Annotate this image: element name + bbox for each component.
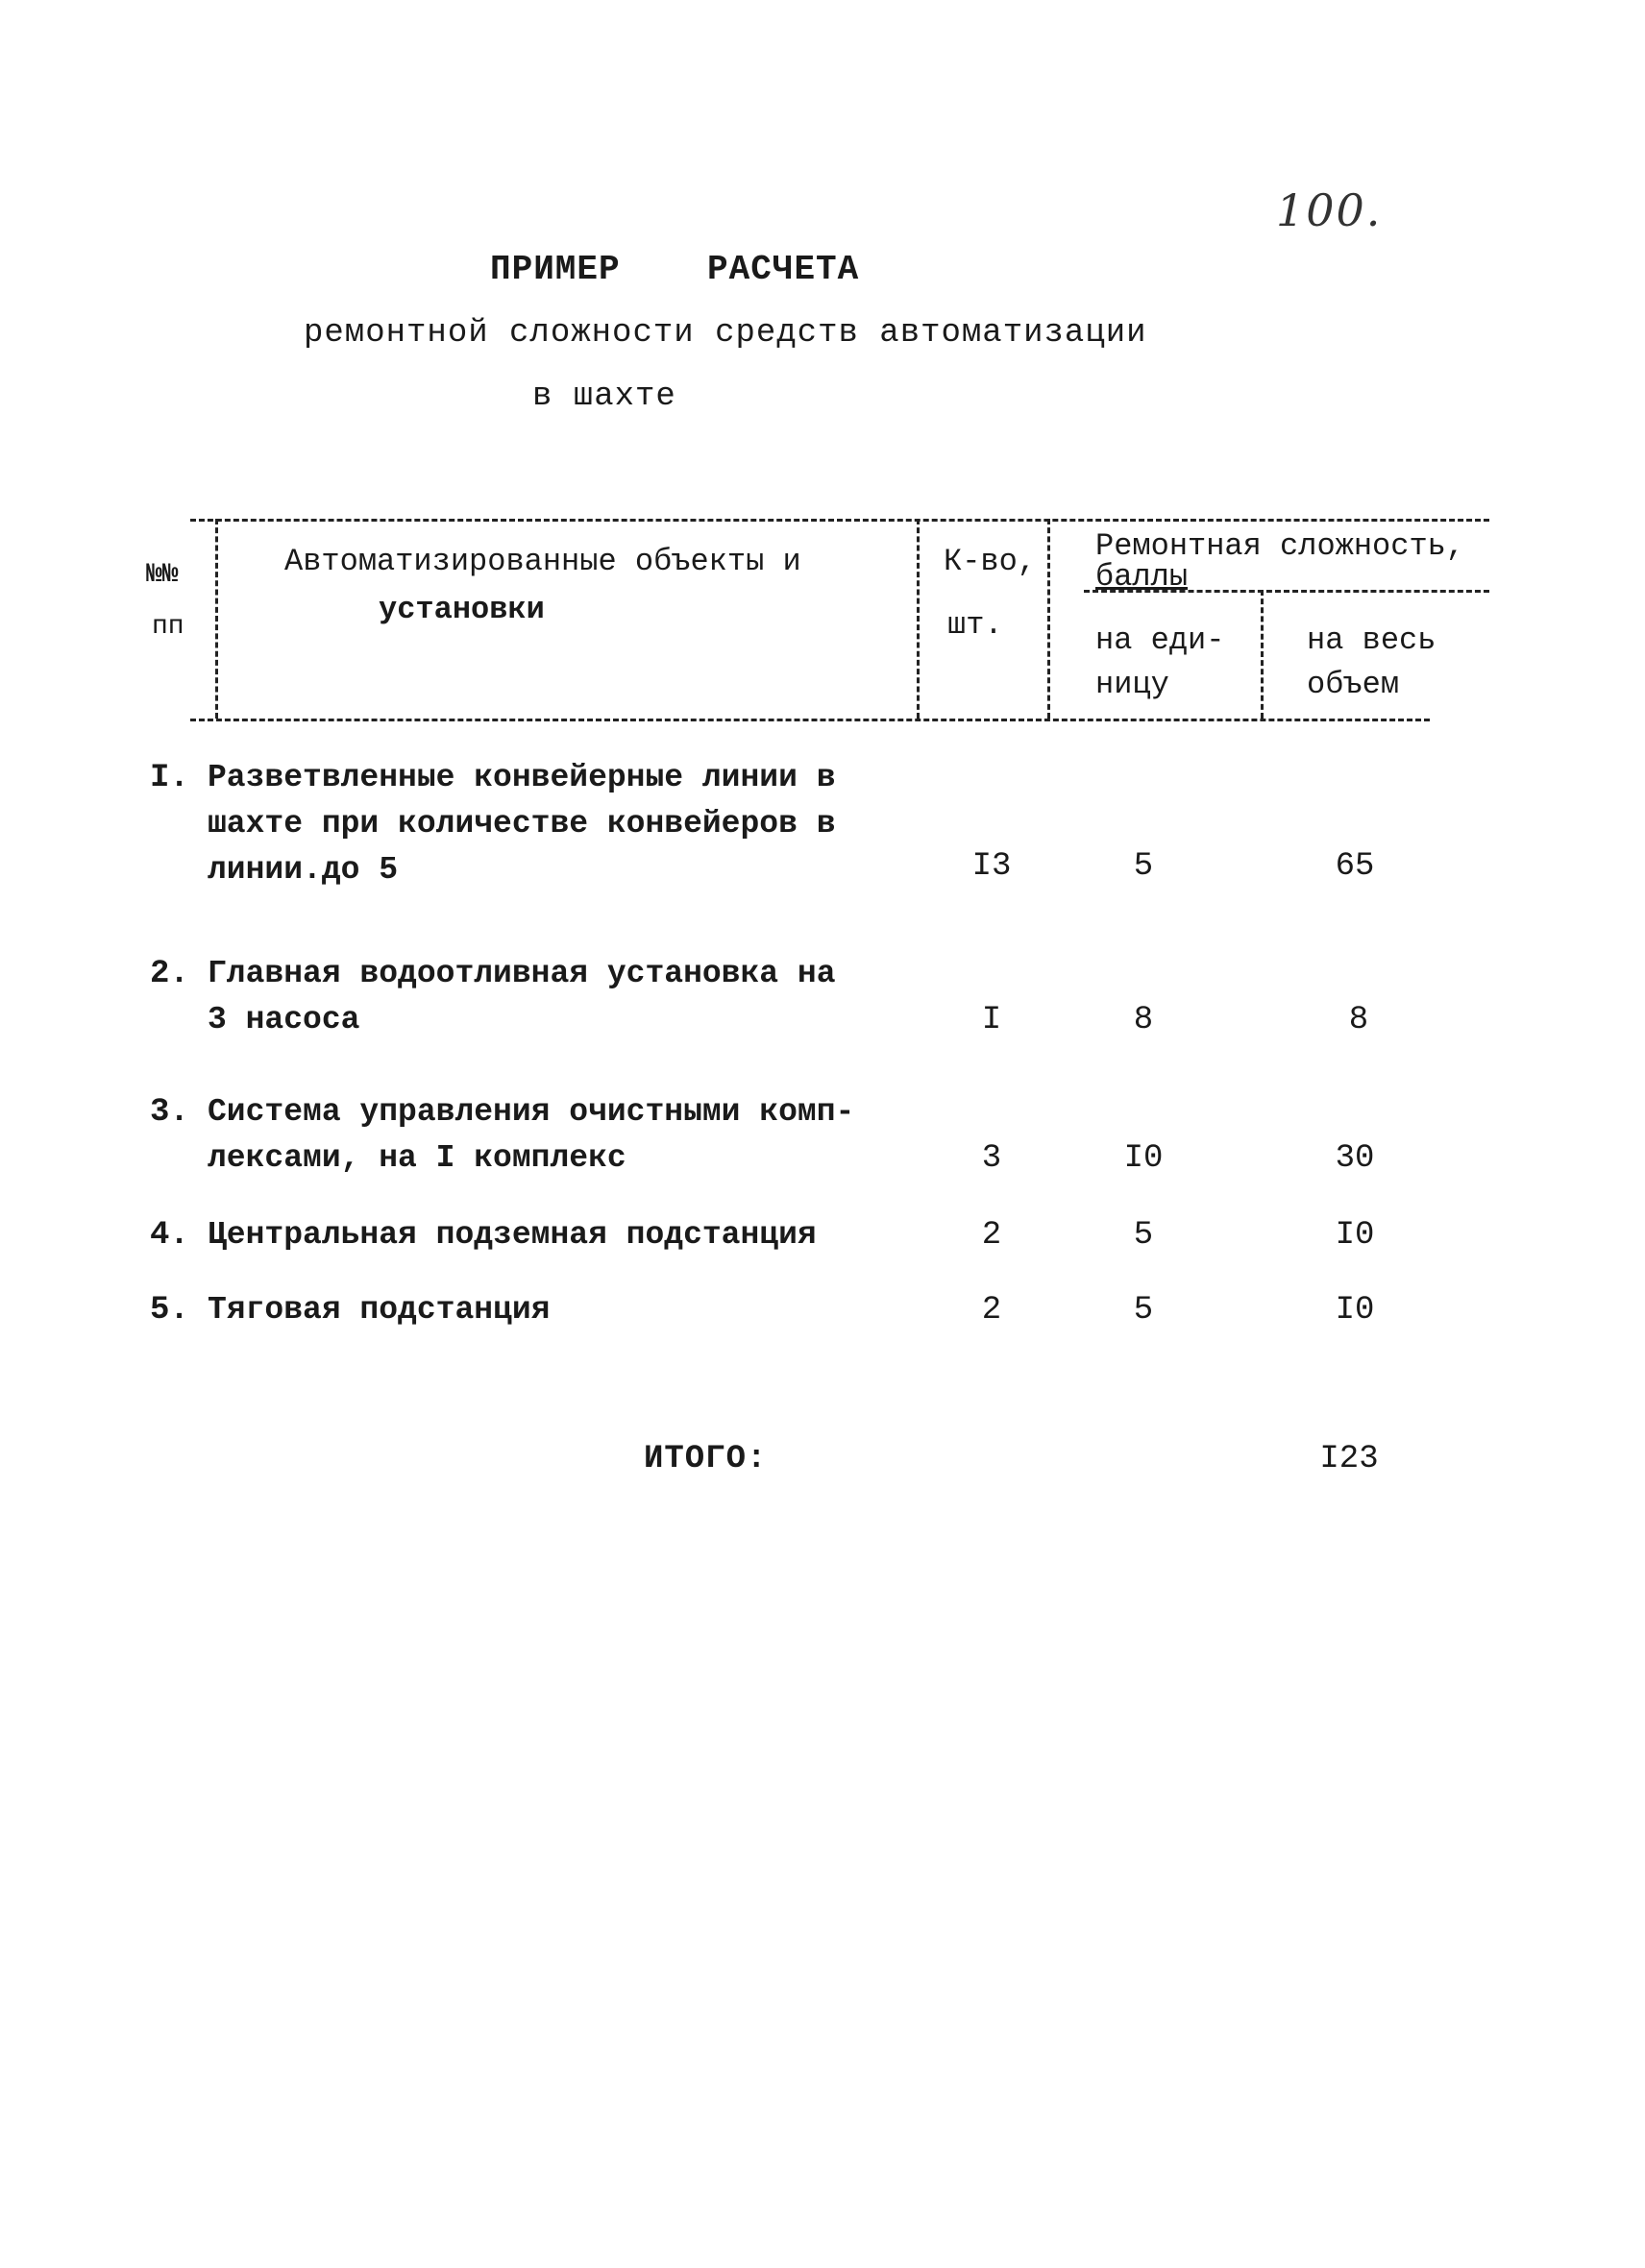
table-row-qty: 3 bbox=[981, 1140, 1002, 1177]
table-row-qty: I bbox=[981, 1002, 1002, 1038]
table-row-per-unit: 5 bbox=[1133, 1292, 1154, 1329]
table-row-desc: Главная водоотливная установка на 3 насоса bbox=[208, 956, 836, 1037]
header-qty: К-во, bbox=[944, 544, 1037, 579]
document-subtitle-location: в шахте bbox=[532, 378, 676, 415]
table-header-divider-qty bbox=[917, 519, 920, 719]
header-objects-line2: установки bbox=[379, 592, 545, 627]
table-row-total: 8 bbox=[1348, 1002, 1369, 1038]
header-num-bottom: пп bbox=[152, 612, 184, 642]
table-row-per-unit: 5 bbox=[1133, 848, 1154, 885]
table-row-num: 3. bbox=[150, 1094, 189, 1131]
table-row-qty: 2 bbox=[981, 1292, 1002, 1329]
table-row-desc: Система управления очистными комп- лексами, на I комплекс bbox=[208, 1094, 855, 1176]
table-row-qty: 2 bbox=[981, 1217, 1002, 1254]
document-title: ПРИМЕР РАСЧЕТА bbox=[490, 250, 860, 289]
total-label: ИТОГО: bbox=[644, 1441, 768, 1477]
page-number: 100. bbox=[1276, 184, 1383, 236]
table-row-qty: I3 bbox=[971, 848, 1012, 885]
table-header-divider-num bbox=[215, 519, 218, 719]
table-row-num: 2. bbox=[150, 956, 189, 992]
header-complexity-unit: баллы bbox=[1095, 559, 1189, 595]
header-total-volume: на весь bbox=[1307, 622, 1436, 658]
table-header-bottom-border bbox=[190, 719, 1430, 721]
header-complexity: Ремонтная сложность, bbox=[1095, 528, 1465, 564]
document-subtitle: ремонтной сложности средств автоматизации bbox=[304, 315, 1147, 352]
table-header-top-border bbox=[190, 519, 1489, 522]
header-qty-unit: шт. bbox=[947, 607, 1003, 643]
table-row-per-unit: 8 bbox=[1133, 1002, 1154, 1038]
header-total-volume-line2: объем bbox=[1307, 667, 1400, 702]
table-row-total: I0 bbox=[1335, 1292, 1375, 1329]
table-row-desc: Центральная подземная подстанция bbox=[208, 1217, 817, 1253]
table-row-total: I0 bbox=[1335, 1217, 1375, 1254]
table-header-divider-subcols bbox=[1261, 590, 1264, 719]
table-row-total: 30 bbox=[1335, 1140, 1375, 1177]
header-per-unit-line2: ницу bbox=[1095, 667, 1169, 702]
table-row-desc: Разветвленные конвейерные линии в шахте при количестве конвейеров в линии.до 5 bbox=[208, 760, 836, 888]
table-row-num: I. bbox=[150, 760, 189, 796]
table-row-total: 65 bbox=[1335, 848, 1375, 885]
table-row-num: 5. bbox=[150, 1292, 189, 1329]
table-row-per-unit: I0 bbox=[1123, 1140, 1164, 1177]
table-row-desc: Тяговая подстанция bbox=[208, 1292, 551, 1328]
table-row-per-unit: 5 bbox=[1133, 1217, 1154, 1254]
total-value: I23 bbox=[1319, 1441, 1379, 1477]
table-header-divider-complexity bbox=[1047, 519, 1050, 719]
header-objects: Автоматизированные объекты и bbox=[284, 544, 801, 579]
table-row-num: 4. bbox=[150, 1217, 189, 1254]
header-per-unit: на еди- bbox=[1095, 622, 1225, 658]
header-num-top: №№ bbox=[146, 560, 179, 590]
